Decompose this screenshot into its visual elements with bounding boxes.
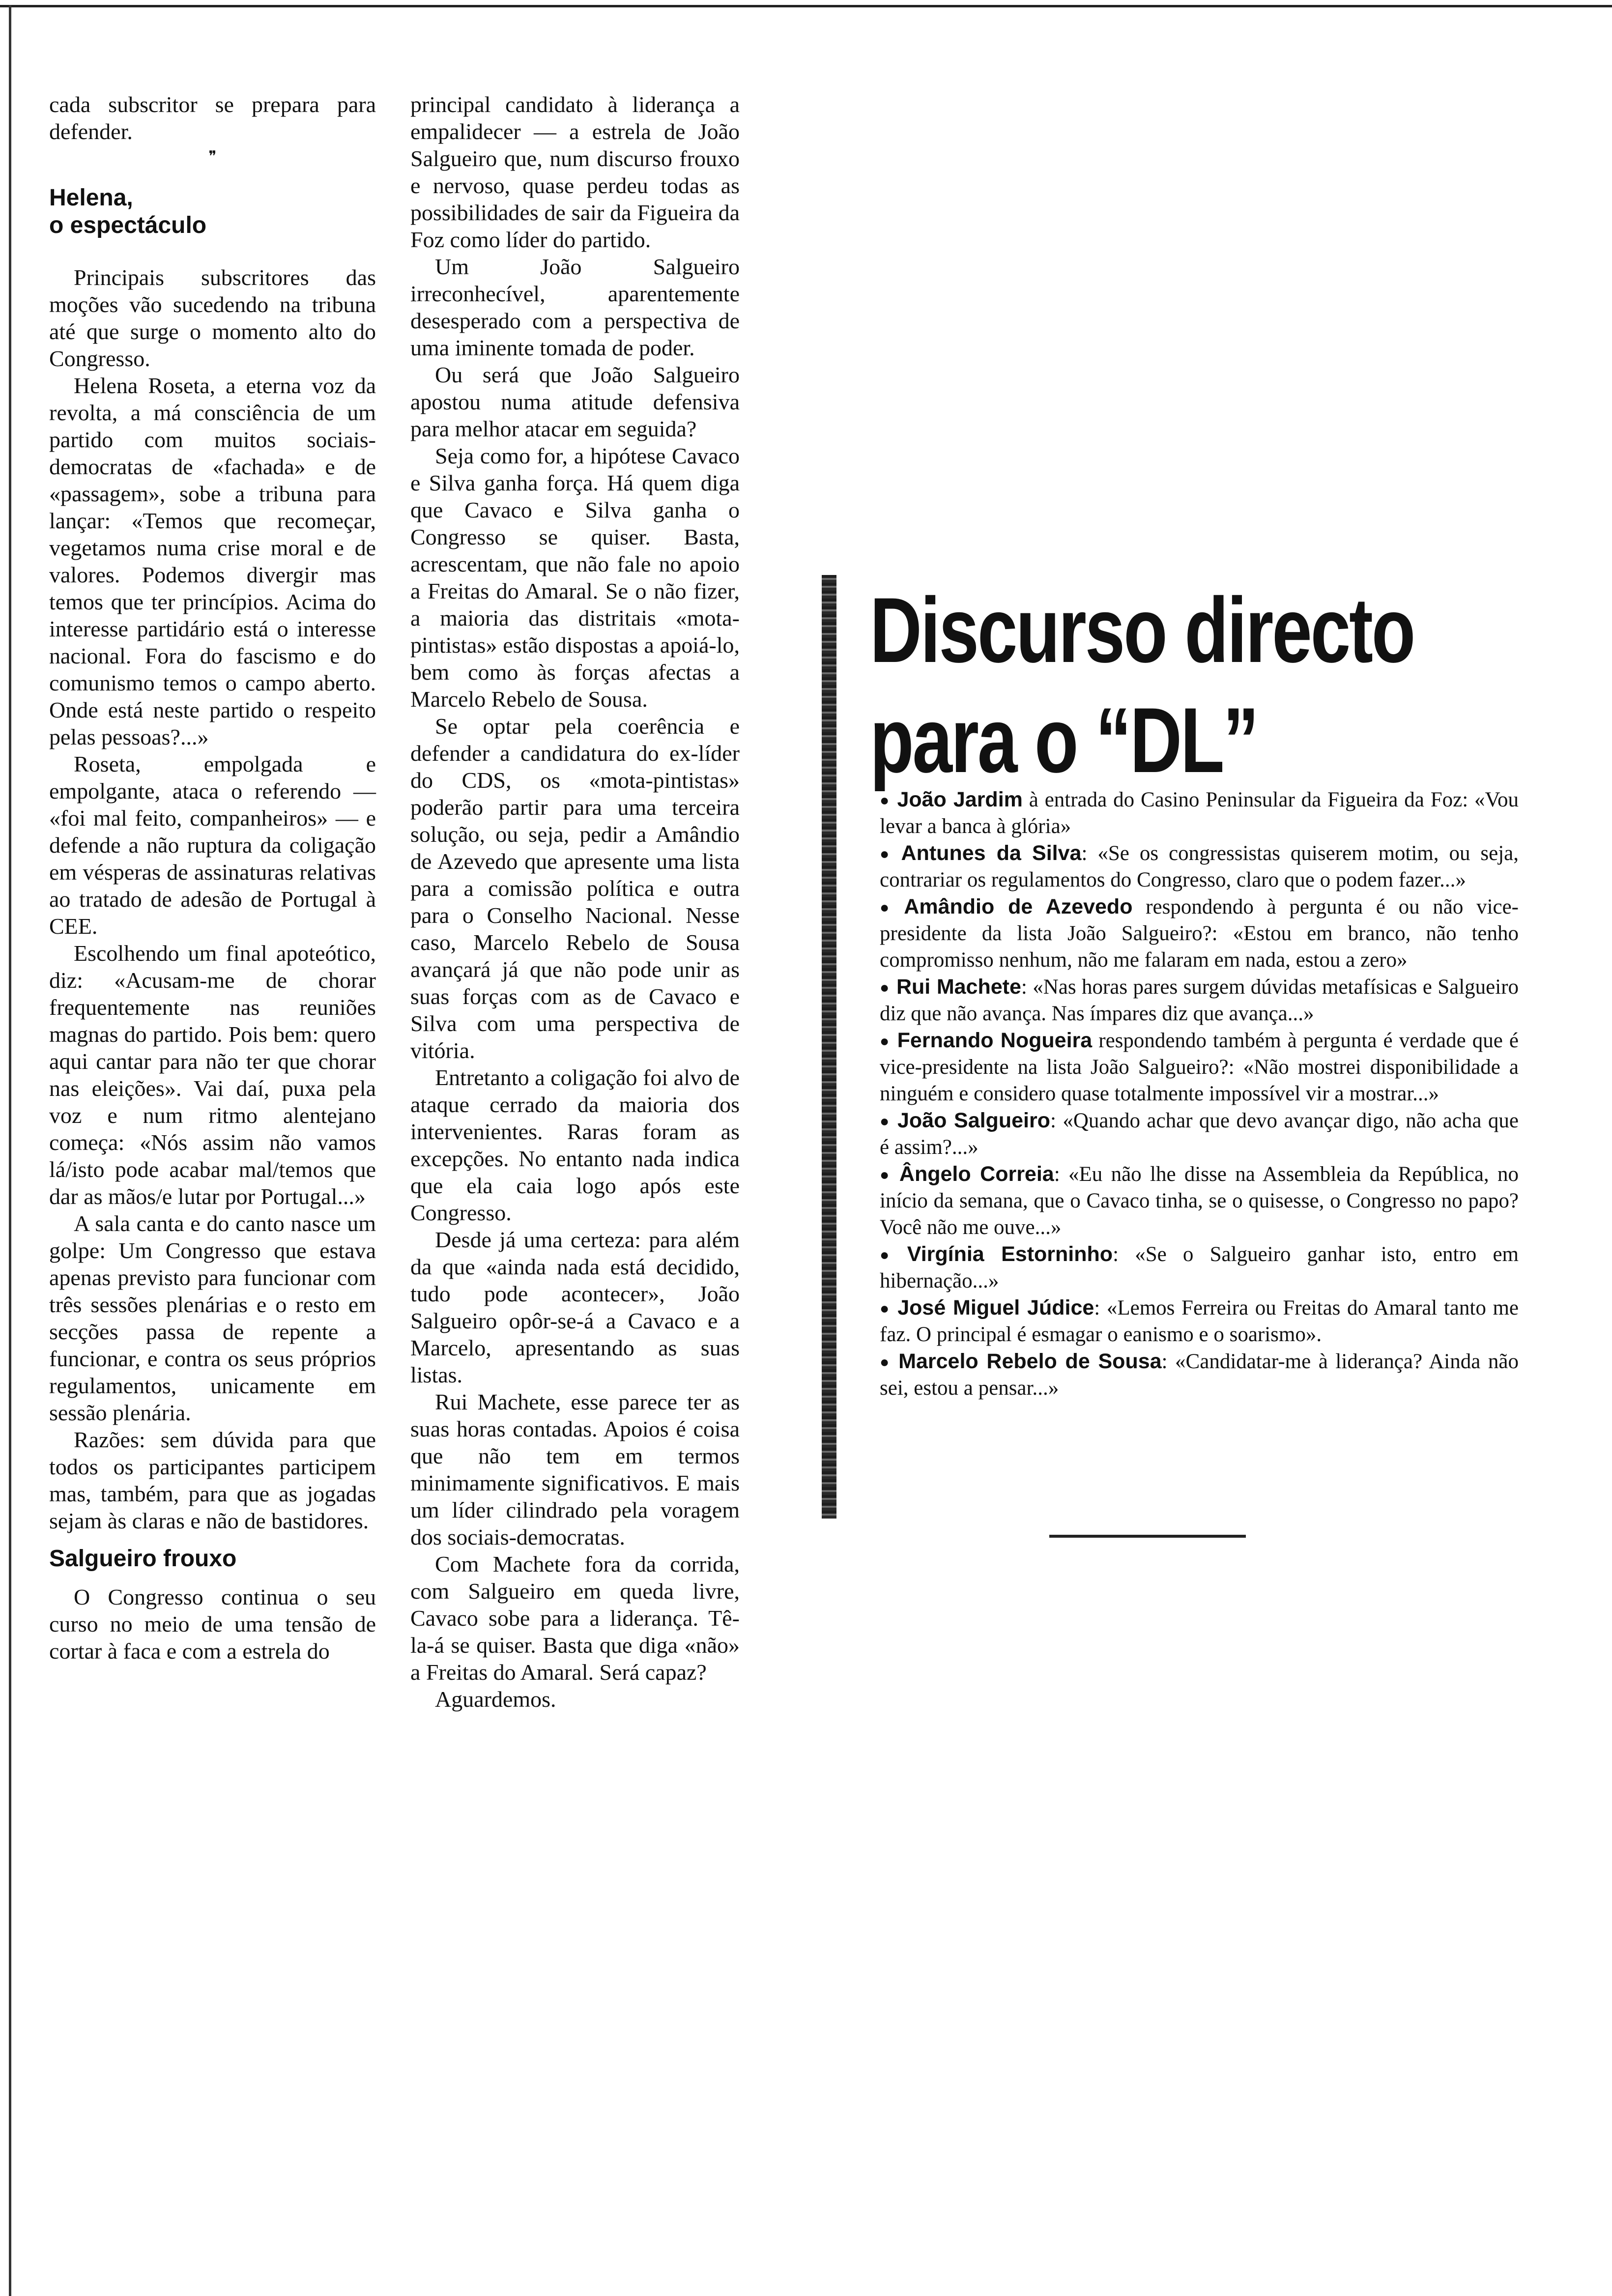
separator-mark: ❞ — [208, 148, 217, 165]
article-paragraph: Rui Machete, esse parece ter as suas horas contadas. Apoios é coisa que não tem em termos minimamente significativos. E mais um líder cilindrado pela voragem dos sociais-democratas. — [410, 1389, 740, 1550]
article-paragraph: O Congresso continua o seu curso no meio de uma tensão de cortar à faca e com a estrela do — [49, 1584, 376, 1664]
speaker-name: João Jardim — [897, 788, 1023, 811]
article-paragraph: Aguardemos. — [435, 1687, 556, 1712]
quote-text: respondendo à pergunta é ou não vice-presidente da lista João Salgueiro?: «Estou em branco, não tenho compromisso nenhum, não me falaram em nada, estou a zero» — [880, 895, 1519, 972]
article-paragraph: cada subscritor se prepara para defender. — [49, 92, 376, 144]
quote-text: à entrada do Casino Peninsular da Figueira da Foz: «Vou levar a banca à glória» — [880, 788, 1519, 838]
bullet-icon: ● — [880, 1166, 892, 1183]
bullet-icon: ● — [880, 1299, 891, 1317]
sidebar-headline — [870, 575, 1414, 795]
speaker-name: José Miguel Júdice — [897, 1296, 1094, 1320]
article-paragraph: principal candidato à liderança a empalidecer — a estrela de João Salgueiro que, num discurso frouxo e nervoso, quase perdeu todas as possibilidades de sair da Figueira da Foz como líder do partido. — [410, 92, 740, 252]
quote-text: : «Se o Salgueiro ganhar isto, entro em hibernação...» — [880, 1243, 1519, 1292]
article-column-2 — [410, 91, 740, 1713]
bullet-icon: ● — [880, 845, 894, 862]
quotes-list — [880, 786, 1519, 1402]
article-paragraph: Principais subscritores das moções vão sucedendo na tribuna até que surge o momento alto do Congresso. — [49, 265, 376, 371]
article-paragraph: Seja como for, a hipótese Cavaco e Silva ganha força. Há quem diga que Cavaco e Silva ganha o Congresso se quiser. Basta, acrescentam, que não fale no apoio a Freitas do Amaral. Se o não fizer, a maioria das distritais «mota-pintistas» estão dispostas a apoiá-lo, bem como às forças afectas a Marcelo Rebelo de Sousa. — [410, 443, 740, 712]
speaker-name: Rui Machete — [896, 975, 1021, 999]
quote-text: : «Quando achar que devo avançar digo, não acha que é assim?...» — [880, 1109, 1519, 1159]
headline-line: Discurso directo — [870, 578, 1414, 682]
article-paragraph: Desde já uma certeza: para além da que «ainda nada está decidido, tudo pode acontecer», João Salgueiro opôr-se-á a Cavaco e a Marcelo, apresentando as suas listas. — [410, 1227, 740, 1387]
quote-item — [880, 1294, 1519, 1348]
quote-item — [880, 974, 1519, 1027]
section-heading-salgueiro: Salgueiro frouxo — [49, 1546, 237, 1572]
speaker-name: Virgínia Estorninho — [907, 1242, 1113, 1266]
bullet-icon: ● — [880, 791, 891, 809]
article-paragraph: Se optar pela coerência e defender a candidatura do ex-líder do CDS, os «mota-pintistas» poderão partir para uma terceira solução, ou seja, pedir a Amândio de Azevedo que apresente uma lista para a comissão política e outra para o Conselho Nacional. Nesse caso, Marcelo Rebelo de Sousa avançará já que não pode unir as suas forças com as de Cavaco e Silva com uma perspectiva de vitória. — [410, 714, 740, 1063]
section-heading-helena — [49, 184, 376, 239]
left-margin-rule — [9, 5, 11, 2296]
article-paragraph: Entretanto a coligação foi alvo de ataque cerrado da maioria dos intervenientes. Raras foram as excepções. No entanto nada indica que ela caia logo após este Congresso. — [410, 1065, 740, 1225]
speaker-name: João Salgueiro — [897, 1109, 1050, 1132]
article-paragraph: Roseta, empolgada e empolgante, ataca o referendo — «foi mal feito, companheiros» — e defende a não ruptura da coligação em vésperas de assinaturas relativas ao tratado de adesão de Portugal à CEE. — [49, 751, 376, 939]
bullet-icon: ● — [880, 898, 897, 916]
speaker-name: Ângelo Correia — [899, 1162, 1054, 1186]
article-paragraph: Com Machete fora da corrida, com Salgueiro em queda livre, Cavaco sobe para a liderança. Tê-la-á se quiser. Basta que diga «não» a Freitas do Amaral. Será capaz? — [410, 1551, 740, 1685]
quote-item — [880, 840, 1519, 893]
article-paragraph: Ou será que João Salgueiro apostou numa atitude defensiva para melhor atacar em seguida? — [410, 362, 740, 441]
bullet-icon: ● — [880, 1032, 891, 1050]
article-paragraph: Razões: sem dúvida para que todos os participantes participem mas, também, para que as jogadas sejam às claras e não de bastidores. — [49, 1427, 376, 1533]
speaker-name: Amândio de Azevedo — [904, 895, 1133, 918]
top-rule — [0, 5, 1612, 7]
section-heading-line: Helena, — [49, 185, 133, 211]
quote-item — [880, 1027, 1519, 1107]
article-column-1 — [49, 91, 376, 1665]
speaker-name: Fernando Nogueira — [897, 1029, 1093, 1052]
quote-text: : «Nas horas pares surgem dúvidas metafísicas e Salgueiro diz que não avança. Nas ímpares diz que avança...» — [880, 976, 1519, 1025]
bullet-icon: ● — [880, 1246, 900, 1263]
quote-item — [880, 786, 1519, 840]
article-paragraph: Um João Salgueiro irreconhecível, aparentemente desesperado com a perspectiva de uma iminente tomada de poder. — [410, 254, 740, 360]
quote-item — [880, 1107, 1519, 1161]
quote-text: : «Candidatar-me à liderança? Ainda não sei, estou a pensar...» — [880, 1350, 1519, 1400]
quote-text: : «Eu não lhe disse na Assembleia da República, no início da semana, que o Cavaco tinha, se o quisesse, o Congresso no papo? Você não me ouve...» — [880, 1163, 1519, 1239]
speaker-name: Antunes da Silva — [901, 841, 1082, 865]
quote-text: : «Lemos Ferreira ou Freitas do Amaral tanto me faz. O principal é esmagar o eanismo e o soarismo». — [880, 1296, 1519, 1346]
quote-item — [880, 1161, 1519, 1241]
bullet-icon: ● — [880, 1112, 891, 1130]
quote-text: : «Se os congressistas quiserem motim, ou seja, contrariar os regulamentos do Congresso, claro que o podem fazer...» — [880, 842, 1519, 891]
article-paragraph: A sala canta e do canto nasce um golpe: Um Congresso que estava apenas previsto para funcionar com três sessões plenárias e o resto em secções passa de repente a funcionar, e contra os seus próprios regulamentos, unicamente em sessão plenária. — [49, 1211, 376, 1425]
speaker-name: Marcelo Rebelo de Sousa — [898, 1349, 1162, 1373]
article-paragraph: Helena Roseta, a eterna voz da revolta, a má consciência de um partido com muitos sociais-democratas de «fachada» e de «passagem», sobe a tribuna para lançar: «Temos que recomeçar, vegetamos numa crise moral e de valores. Podemos divergir mas temos que ter princípios. Acima do interesse partidário está o interesse nacional. Fora do fascismo e do comunismo temos o campo aberto. Onde está neste partido o respeito pelas pessoas?...» — [49, 373, 376, 749]
sidebar-box — [811, 575, 1519, 1519]
end-rule — [1049, 1535, 1246, 1538]
quote-item — [880, 1348, 1519, 1402]
sidebar-vertical-bar — [822, 575, 836, 1519]
quote-item — [880, 1241, 1519, 1294]
section-heading-line: o espectáculo — [49, 212, 207, 238]
quote-text: respondendo também à pergunta é verdade que é vice-presidente na lista João Salgueiro?: «Não mostrei disponibilidade a ninguém e considero quase totalmente impossível vir a mostrar...» — [880, 1029, 1519, 1105]
bullet-icon: ● — [880, 1353, 892, 1371]
article-paragraph: Escolhendo um final apoteótico, diz: «Acusam-me de chorar frequentemente nas reuniões magnas do partido. Pois bem: quero aqui cantar para não ter que chorar nas eleições». Vai daí, puxa pela voz e num ritmo alentejano começa: «Nós assim não vamos lá/isto pode acabar mal/temos que dar as mãos/e lutar por Portugal...» — [49, 941, 376, 1209]
quote-item — [880, 893, 1519, 974]
bullet-icon: ● — [880, 978, 890, 996]
headline-line: para o “DL” — [870, 689, 1258, 792]
